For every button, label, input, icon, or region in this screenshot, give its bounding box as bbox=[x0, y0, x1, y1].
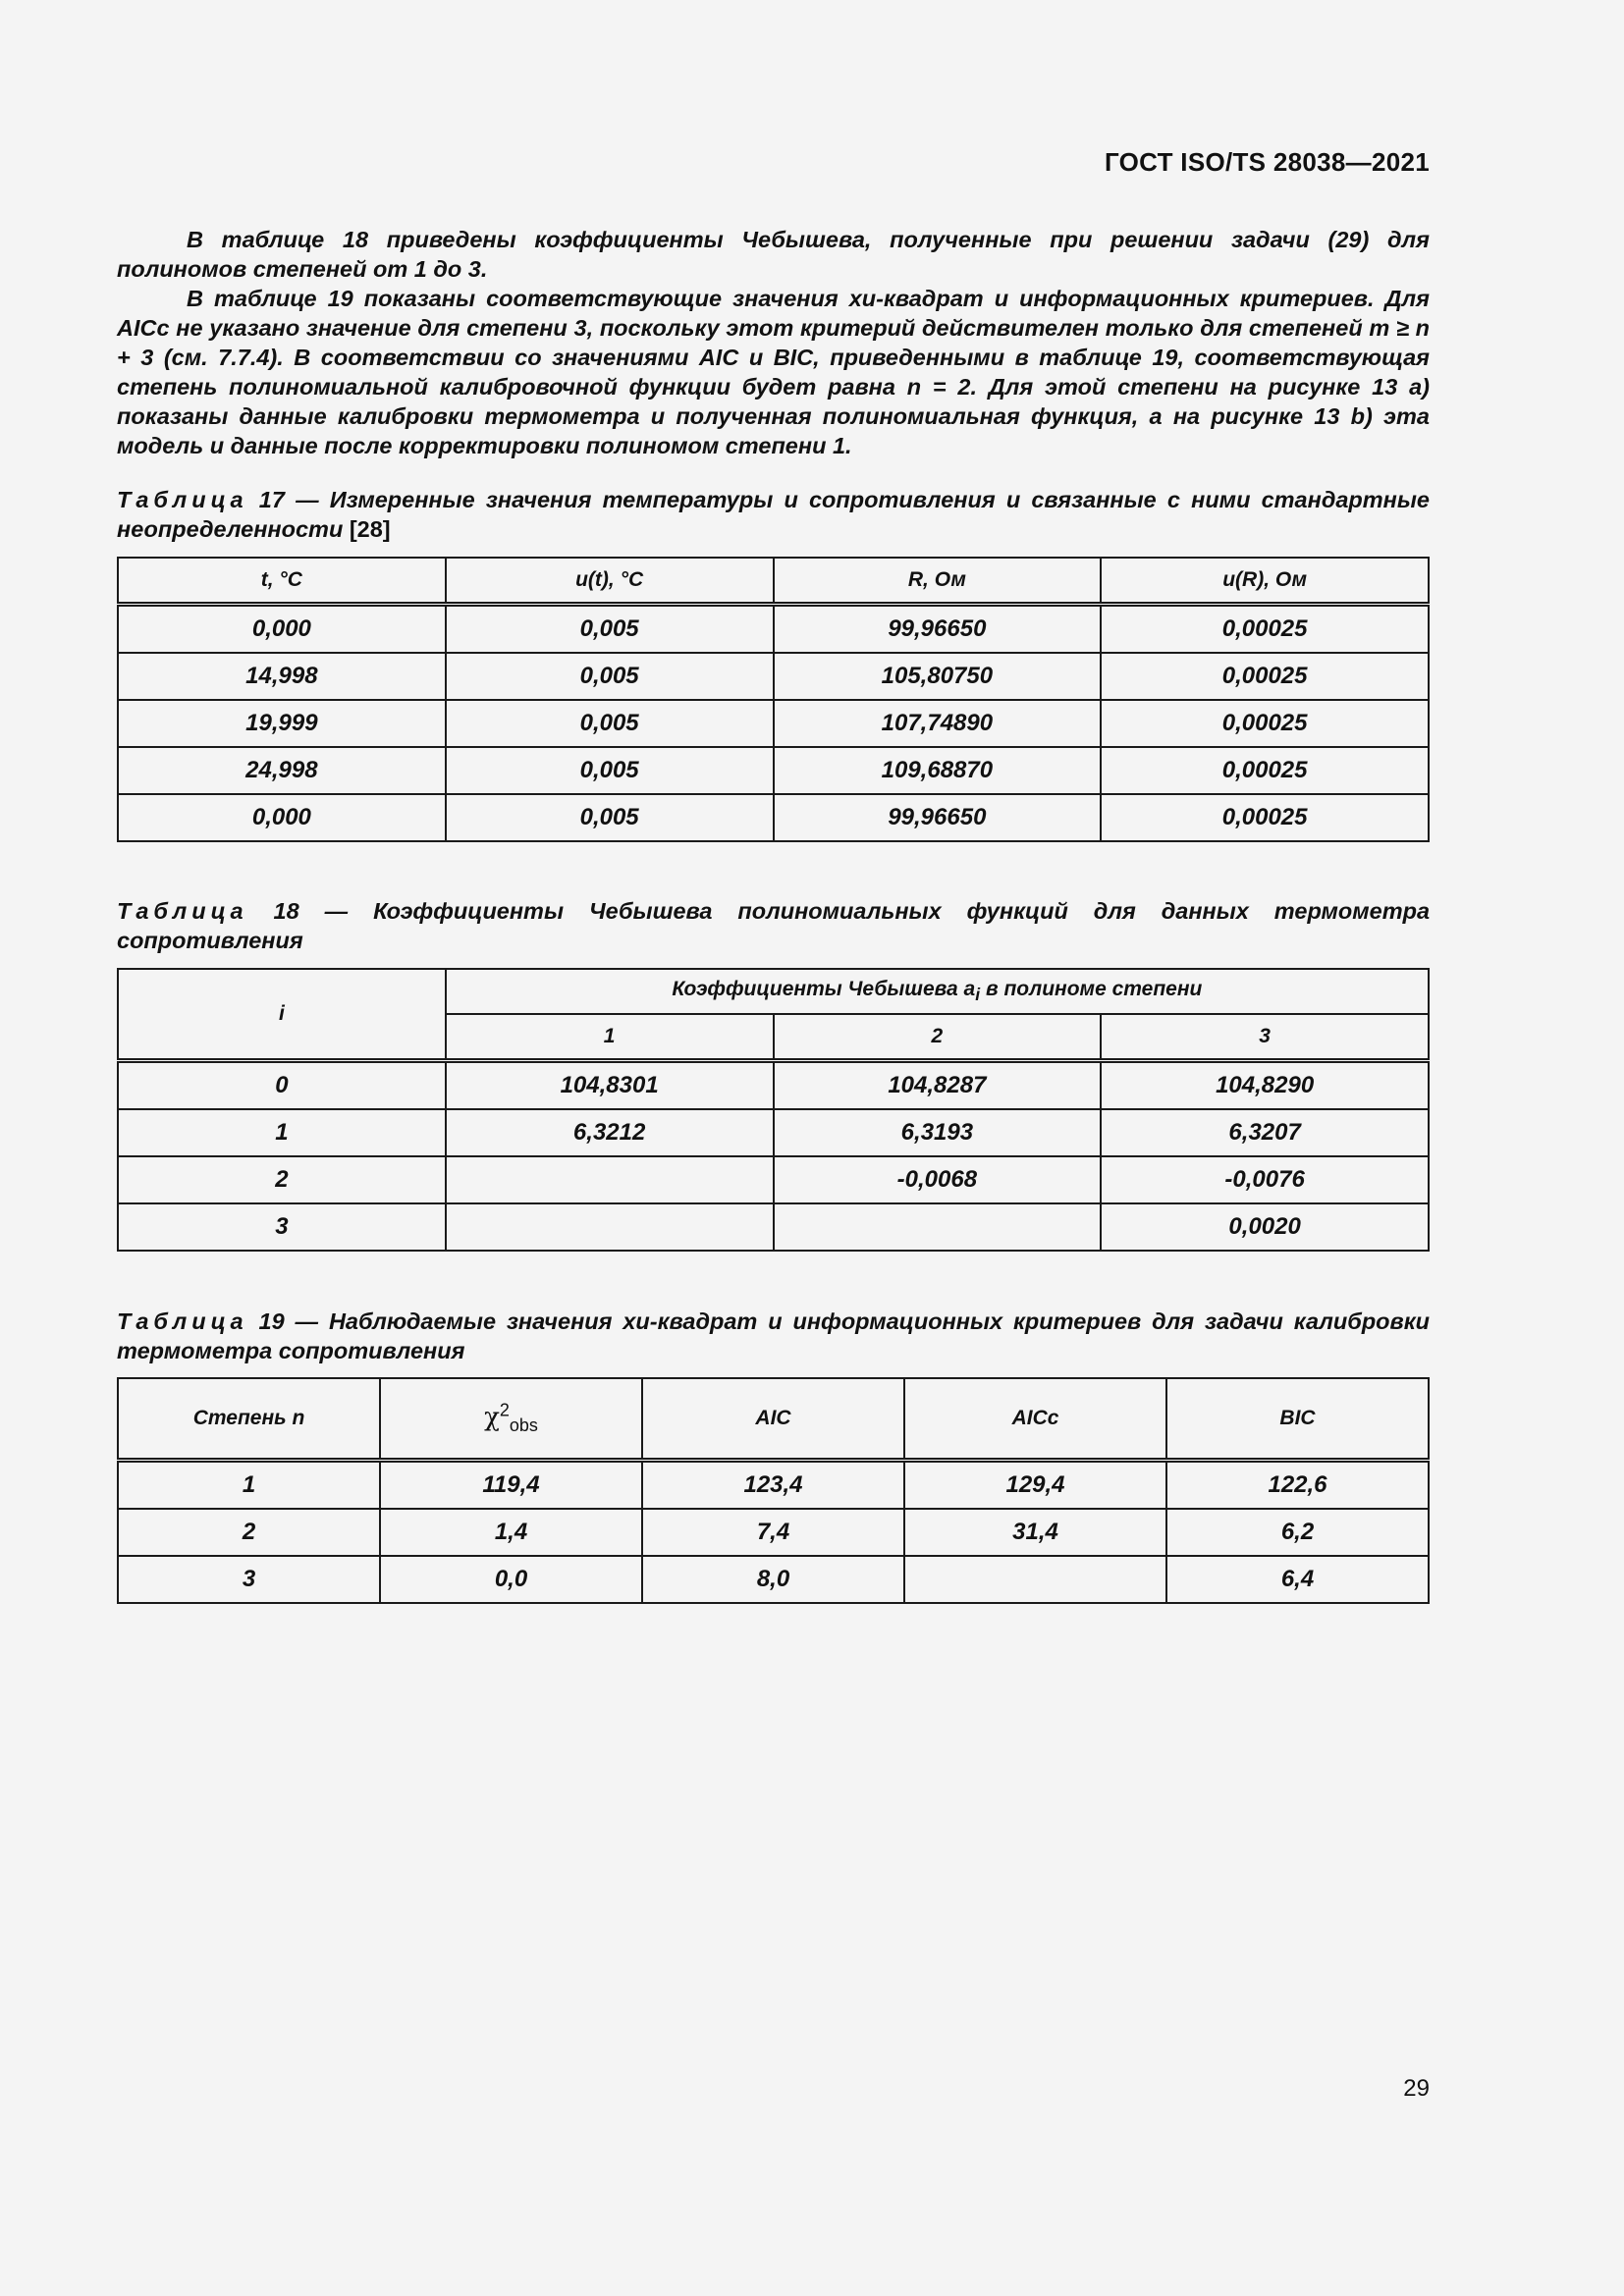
column-header: t, °C bbox=[118, 558, 446, 605]
table-cell: 6,2 bbox=[1166, 1509, 1429, 1556]
table-cell: 19,999 bbox=[118, 700, 446, 747]
table-cell bbox=[446, 1156, 774, 1203]
table-17-title: — Измеренные значения температуры и сопротивления и связанные с ними стандартные неопределенности bbox=[117, 487, 1430, 542]
table-cell: 0,000 bbox=[118, 605, 446, 654]
table-18-label: Таблица bbox=[117, 898, 248, 924]
table-row bbox=[118, 1061, 1429, 1110]
table-header-row bbox=[118, 558, 1429, 605]
body-text bbox=[117, 225, 1430, 460]
table-cell: 3 bbox=[118, 1203, 446, 1251]
table-cell: 2 bbox=[118, 1156, 446, 1203]
table-row bbox=[118, 1109, 1429, 1156]
table-cell: 122,6 bbox=[1166, 1461, 1429, 1510]
table-header-row bbox=[118, 1378, 1429, 1461]
page-number: 29 bbox=[1403, 2075, 1430, 2102]
table-cell: 6,4 bbox=[1166, 1556, 1429, 1603]
table-18-title: — Коэффициенты Чебышева полиномиальных функций для данных термометра сопротивления bbox=[117, 898, 1431, 953]
table-cell: 8,0 bbox=[642, 1556, 904, 1603]
table-row bbox=[118, 605, 1429, 654]
column-header-aic: AIC bbox=[642, 1378, 904, 1461]
table-cell: 0,00025 bbox=[1101, 605, 1429, 654]
table-cell: 0,0 bbox=[380, 1556, 642, 1603]
table-cell: 1 bbox=[118, 1109, 446, 1156]
table-19-title: — Наблюдаемые значения хи-квадрат и информационных критериев для задачи калибровки термометра сопротивления bbox=[117, 1308, 1430, 1363]
table-row bbox=[118, 794, 1429, 841]
table-cell bbox=[774, 1203, 1102, 1251]
group-header-text-tail: в полиноме степени bbox=[980, 977, 1203, 1000]
table-cell: 0,005 bbox=[446, 794, 774, 841]
table-cell: 1 bbox=[118, 1461, 380, 1510]
table-cell bbox=[446, 1203, 774, 1251]
paragraph-1: В таблице 18 приведены коэффициенты Чебышева, полученные при решении задачи (29) для полиномов степеней от 1 до 3. bbox=[117, 227, 1430, 282]
table-cell: 104,8290 bbox=[1101, 1061, 1429, 1110]
column-header: u(t), °C bbox=[446, 558, 774, 605]
table-row bbox=[118, 1509, 1429, 1556]
column-header-degree: 1 bbox=[446, 1014, 774, 1061]
table-17 bbox=[117, 557, 1430, 842]
group-header-text: Коэффициенты Чебышева a bbox=[672, 977, 976, 1000]
table-17-number: 17 bbox=[258, 487, 285, 512]
table-cell: 14,998 bbox=[118, 653, 446, 700]
table-cell: 104,8287 bbox=[774, 1061, 1102, 1110]
table-19-caption bbox=[117, 1307, 1430, 1365]
table-17-label: Таблица bbox=[117, 487, 248, 512]
table-header-row bbox=[118, 969, 1429, 1014]
table-cell: 2 bbox=[118, 1509, 380, 1556]
table-cell: 31,4 bbox=[904, 1509, 1166, 1556]
table-row bbox=[118, 653, 1429, 700]
table-cell: 0,00025 bbox=[1101, 794, 1429, 841]
table-cell: 0,005 bbox=[446, 653, 774, 700]
table-17-reference: [28] bbox=[349, 516, 391, 542]
table-cell: 99,96650 bbox=[774, 794, 1102, 841]
table-18 bbox=[117, 968, 1430, 1252]
table-cell: 0,000 bbox=[118, 794, 446, 841]
chi-symbol: χ bbox=[484, 1403, 500, 1433]
column-header-bic: BIC bbox=[1166, 1378, 1429, 1461]
table-row bbox=[118, 1461, 1429, 1510]
table-cell: 119,4 bbox=[380, 1461, 642, 1510]
table-19-label: Таблица bbox=[117, 1308, 248, 1334]
table-cell: 24,998 bbox=[118, 747, 446, 794]
column-header-aicc: AICc bbox=[904, 1378, 1166, 1461]
table-cell: 1,4 bbox=[380, 1509, 642, 1556]
table-19-number: 19 bbox=[258, 1308, 285, 1334]
table-cell: 0,005 bbox=[446, 747, 774, 794]
paragraph-2: В таблице 19 показаны соответствующие значения хи-квадрат и информационных критериев. Для AICc не указано значение для степени 3, поскольку этот критерий действителен только для степеней m ≥ n + 3 (см. 7.7.4). В соответствии со значениями AIC и BIC, приведенными в таблице 19, соответствующая степень полиномиальной калибровочной функции будет равна n = 2. Для этой степени на рисунке 13 a) показаны данные калибровки термометра и полученная полиномиальная функция, а на рисунке 13 b) эта модель и данные после корректировки полиномом степени 1. bbox=[117, 286, 1430, 458]
column-header-degree: Степень n bbox=[118, 1378, 380, 1461]
table-17-caption bbox=[117, 485, 1430, 544]
table-cell: 3 bbox=[118, 1556, 380, 1603]
table-row bbox=[118, 747, 1429, 794]
table-cell: 6,3193 bbox=[774, 1109, 1102, 1156]
column-header-degree: 2 bbox=[774, 1014, 1102, 1061]
table-cell: 107,74890 bbox=[774, 700, 1102, 747]
table-cell: 0,00025 bbox=[1101, 747, 1429, 794]
table-cell: 6,3212 bbox=[446, 1109, 774, 1156]
table-cell: 0,00025 bbox=[1101, 700, 1429, 747]
table-row bbox=[118, 1156, 1429, 1203]
table-cell: 129,4 bbox=[904, 1461, 1166, 1510]
chi-superscript: 2 bbox=[499, 1400, 510, 1420]
table-cell: 0,005 bbox=[446, 700, 774, 747]
table-cell bbox=[904, 1556, 1166, 1603]
table-cell: 105,80750 bbox=[774, 653, 1102, 700]
table-cell: -0,0076 bbox=[1101, 1156, 1429, 1203]
table-cell: -0,0068 bbox=[774, 1156, 1102, 1203]
chi-subscript: obs bbox=[509, 1415, 538, 1436]
table-cell: 0,00025 bbox=[1101, 653, 1429, 700]
standard-designation: ГОСТ ISO/TS 28038—2021 bbox=[1104, 147, 1430, 177]
group-header-subscript: i bbox=[975, 985, 981, 1005]
table-row bbox=[118, 700, 1429, 747]
table-cell: 104,8301 bbox=[446, 1061, 774, 1110]
table-cell: 7,4 bbox=[642, 1509, 904, 1556]
table-row bbox=[118, 1203, 1429, 1251]
table-cell: 99,96650 bbox=[774, 605, 1102, 654]
table-cell: 6,3207 bbox=[1101, 1109, 1429, 1156]
table-cell: 109,68870 bbox=[774, 747, 1102, 794]
table-cell: 0,005 bbox=[446, 605, 774, 654]
column-header-chi-square bbox=[380, 1378, 642, 1461]
table-19 bbox=[117, 1377, 1430, 1604]
table-cell: 0,0020 bbox=[1101, 1203, 1429, 1251]
column-header-degree: 3 bbox=[1101, 1014, 1429, 1061]
table-18-caption bbox=[117, 896, 1430, 955]
table-18-number: 18 bbox=[273, 898, 299, 924]
column-header: R, Ом bbox=[774, 558, 1102, 605]
column-header-i: i bbox=[118, 969, 446, 1061]
group-header bbox=[446, 969, 1429, 1014]
table-cell: 0 bbox=[118, 1061, 446, 1110]
table-cell: 123,4 bbox=[642, 1461, 904, 1510]
column-header: u(R), Ом bbox=[1101, 558, 1429, 605]
table-row bbox=[118, 1556, 1429, 1603]
